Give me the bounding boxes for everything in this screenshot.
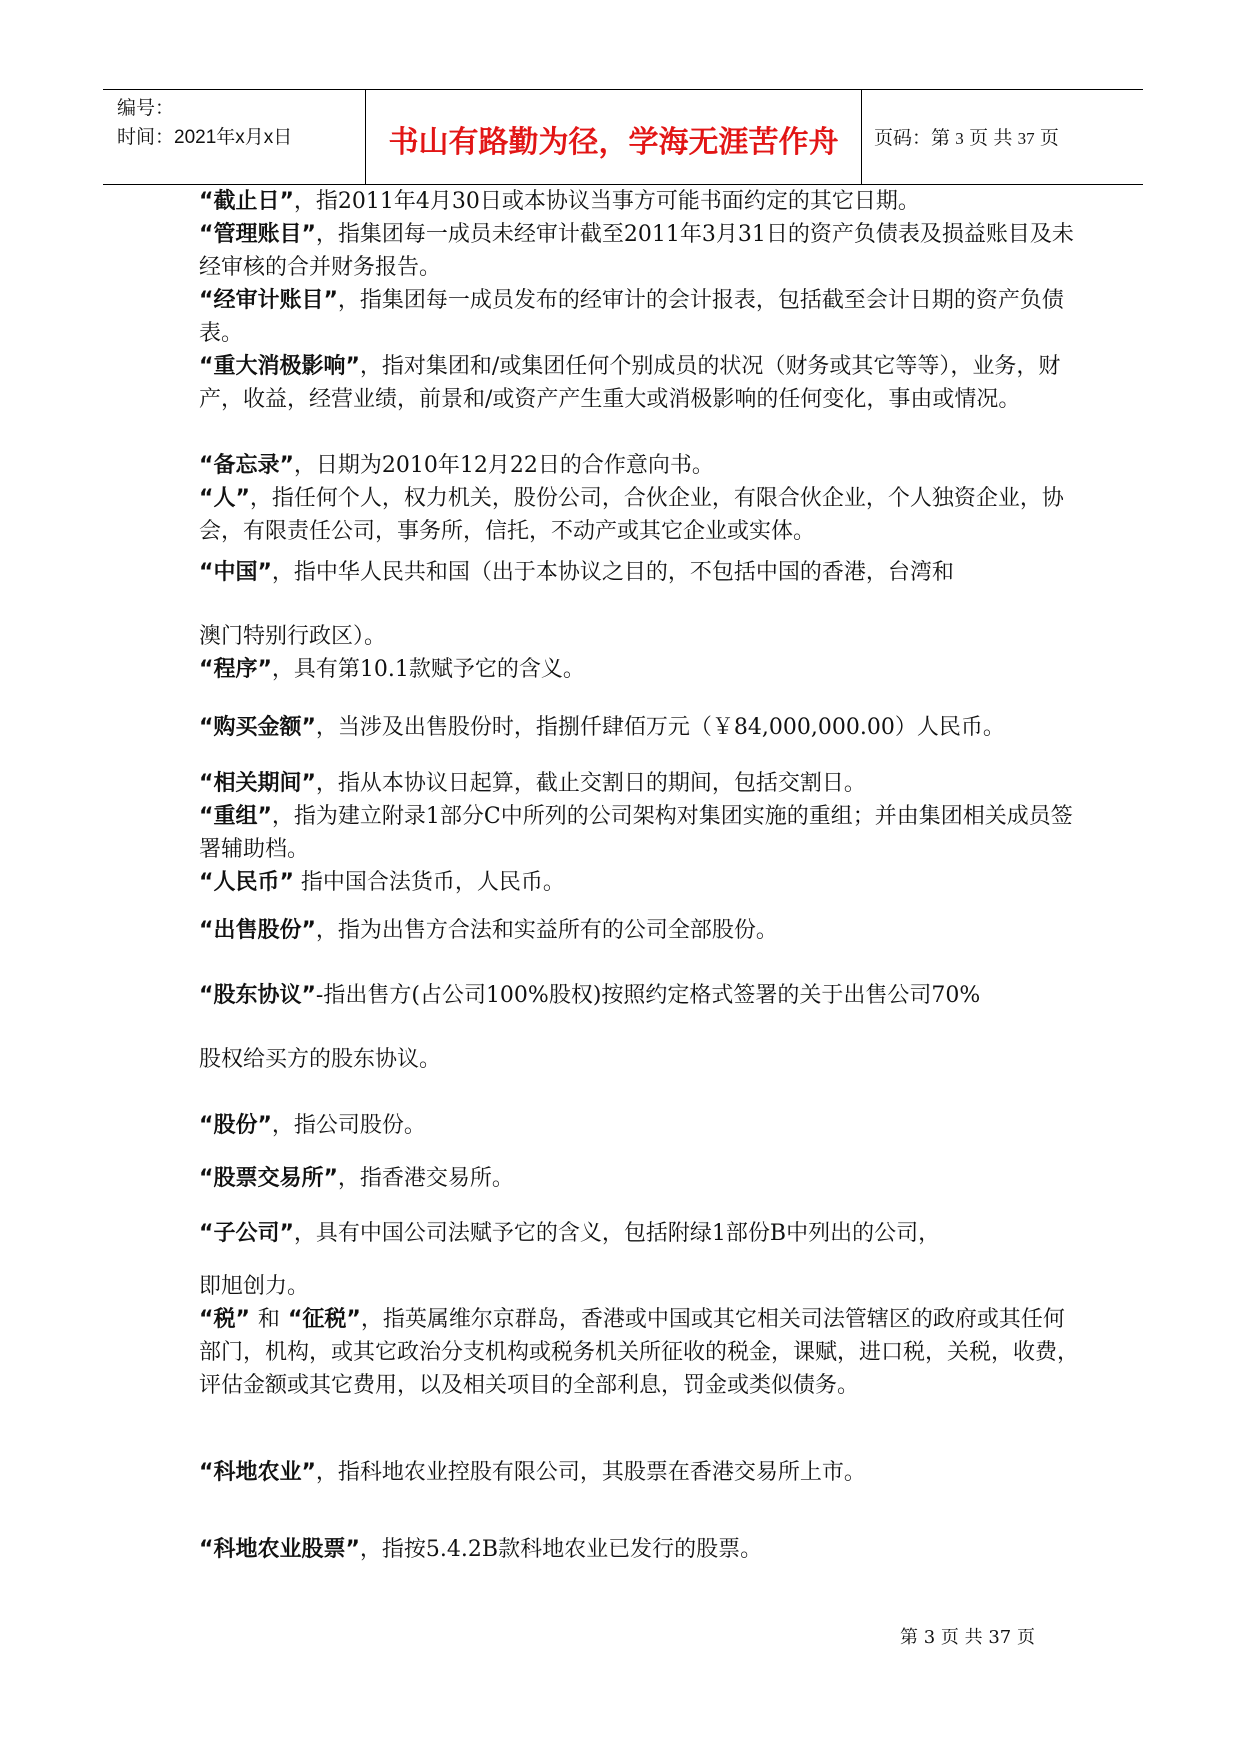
header-mid-cell xyxy=(366,90,862,184)
definition-entry: “截止日”，指2011年4月30日或本协议当事方可能书面约定的其它日期。 xyxy=(199,189,920,214)
serial-label: 编号： xyxy=(117,98,175,119)
definition-term: “征税” xyxy=(287,1307,361,1332)
definition-entry: “相关期间”，指从本协议日起算，截止交割日的期间，包括交割日。 xyxy=(199,771,866,796)
definition-entry: “人”，指任何个人，权力机关，股份公司，合伙企业，有限合伙企业，个人独资企业，协会，有限责任公司，事务所，信托，不动产或其它企业或实体。 xyxy=(199,486,1064,544)
definition-term: “购买金额” xyxy=(199,715,316,740)
definition-term: “税” xyxy=(199,1307,250,1332)
header-right-cell xyxy=(862,90,1143,184)
definition-term: “经审计账目” xyxy=(199,288,338,313)
definition-term: “科地农业股票” xyxy=(199,1537,360,1562)
definition-term: “重大消极影响” xyxy=(199,354,360,379)
definition-term: “管理账目” xyxy=(199,222,316,247)
date-label: 时间：2021年x月x日 xyxy=(117,127,293,148)
definition-entry: “子公司”，具有中国公司法赋予它的含义，包括附绿1部份B中列出的公司， xyxy=(199,1221,941,1246)
definition-entry: “重组”，指为建立附录1部分C中所列的公司架构对集团实施的重组；并由集团相关成员签署辅助档。 xyxy=(199,804,1073,862)
definition-term: “人民币” xyxy=(199,870,294,895)
definition-entry: “程序”，具有第10.1款赋予它的含义。 xyxy=(199,657,585,682)
definition-term: “股东协议” xyxy=(199,983,316,1008)
definition-entry: “备忘录”，日期为2010年12月22日的合作意向书。 xyxy=(199,453,714,478)
header-motto: 书山有路勤为径，学海无涯苦作舟 xyxy=(388,125,839,160)
definition-term: “子公司” xyxy=(199,1221,294,1246)
definition-term: “人” xyxy=(199,486,250,511)
definition-term: “备忘录” xyxy=(199,453,294,478)
definition-entry: “人民币” 指中国合法货币，人民币。 xyxy=(199,870,565,895)
definition-term: “重组” xyxy=(199,804,272,829)
definition-term: “科地农业” xyxy=(199,1460,316,1485)
definition-term: “相关期间” xyxy=(199,771,316,796)
page-footer: 第 3 页 共 37 页 xyxy=(900,1627,1035,1648)
definition-term: “出售股份” xyxy=(199,918,316,943)
definition-entry: “管理账目”，指集团每一成员未经审计截至2011年3月31日的资产负债表及损益账目及未经审核的合并财务报告。 xyxy=(199,222,1074,280)
definition-entry: “科地农业股票”，指按5.4.2B款科地农业已发行的股票。 xyxy=(199,1537,763,1562)
definition-term: “中国” xyxy=(199,560,272,585)
header-left-cell xyxy=(103,90,366,184)
definition-entry-continued: 即旭创力。 xyxy=(199,1274,310,1299)
definition-entry-continued: 澳门特别行政区）。 xyxy=(199,624,387,649)
definition-entry: “股份”，指公司股份。 xyxy=(199,1113,426,1138)
definition-entry: “中国”，指中华人民共和国（出于本协议之目的，不包括中国的香港，台湾和 xyxy=(199,560,954,585)
page-header xyxy=(103,89,1143,185)
definition-term: “股票交易所” xyxy=(199,1166,338,1191)
page-code: 页码：第 3 页 共 37 页 xyxy=(874,128,1059,149)
definition-entry: “科地农业”，指科地农业控股有限公司，其股票在香港交易所上市。 xyxy=(199,1460,866,1485)
definition-entry: “税” 和 “征税”，指英属维尔京群岛，香港或中国或其它相关司法管辖区的政府或其任何部门，机构，或其它政治分支机构或税务机关所征收的税金，课赋，进口税，关税，收费，评估金额或其它费用，以及相关项目的全部利息，罚金或类似债务。 xyxy=(199,1307,1080,1398)
definition-entry-continued: 股权给买方的股东协议。 xyxy=(199,1047,442,1072)
definition-term: “程序” xyxy=(199,657,272,682)
definition-entry: “购买金额”，当涉及出售股份时，指捌仟肆佰万元（￥84,000,000.00）人民币。 xyxy=(199,715,1005,740)
definition-entry: “股票交易所”，指香港交易所。 xyxy=(199,1166,514,1191)
definition-entry: “经审计账目”，指集团每一成员发布的经审计的会计报表，包括截至会计日期的资产负债表。 xyxy=(199,288,1064,346)
definition-entry: “股东协议”-指出售方(占公司100%股权)按照约定格式签署的关于出售公司70% xyxy=(199,983,981,1008)
definition-term: “截止日” xyxy=(199,189,294,214)
definition-entry: “出售股份”，指为出售方合法和实益所有的公司全部股份。 xyxy=(199,918,778,943)
definition-entry: “重大消极影响”，指对集团和/或集团任何个别成员的状况（财务或其它等等），业务，财产，收益，经营业绩，前景和/或资产产生重大或消极影响的任何变化，事由或情况。 xyxy=(199,354,1061,412)
definition-term: “股份” xyxy=(199,1113,272,1138)
